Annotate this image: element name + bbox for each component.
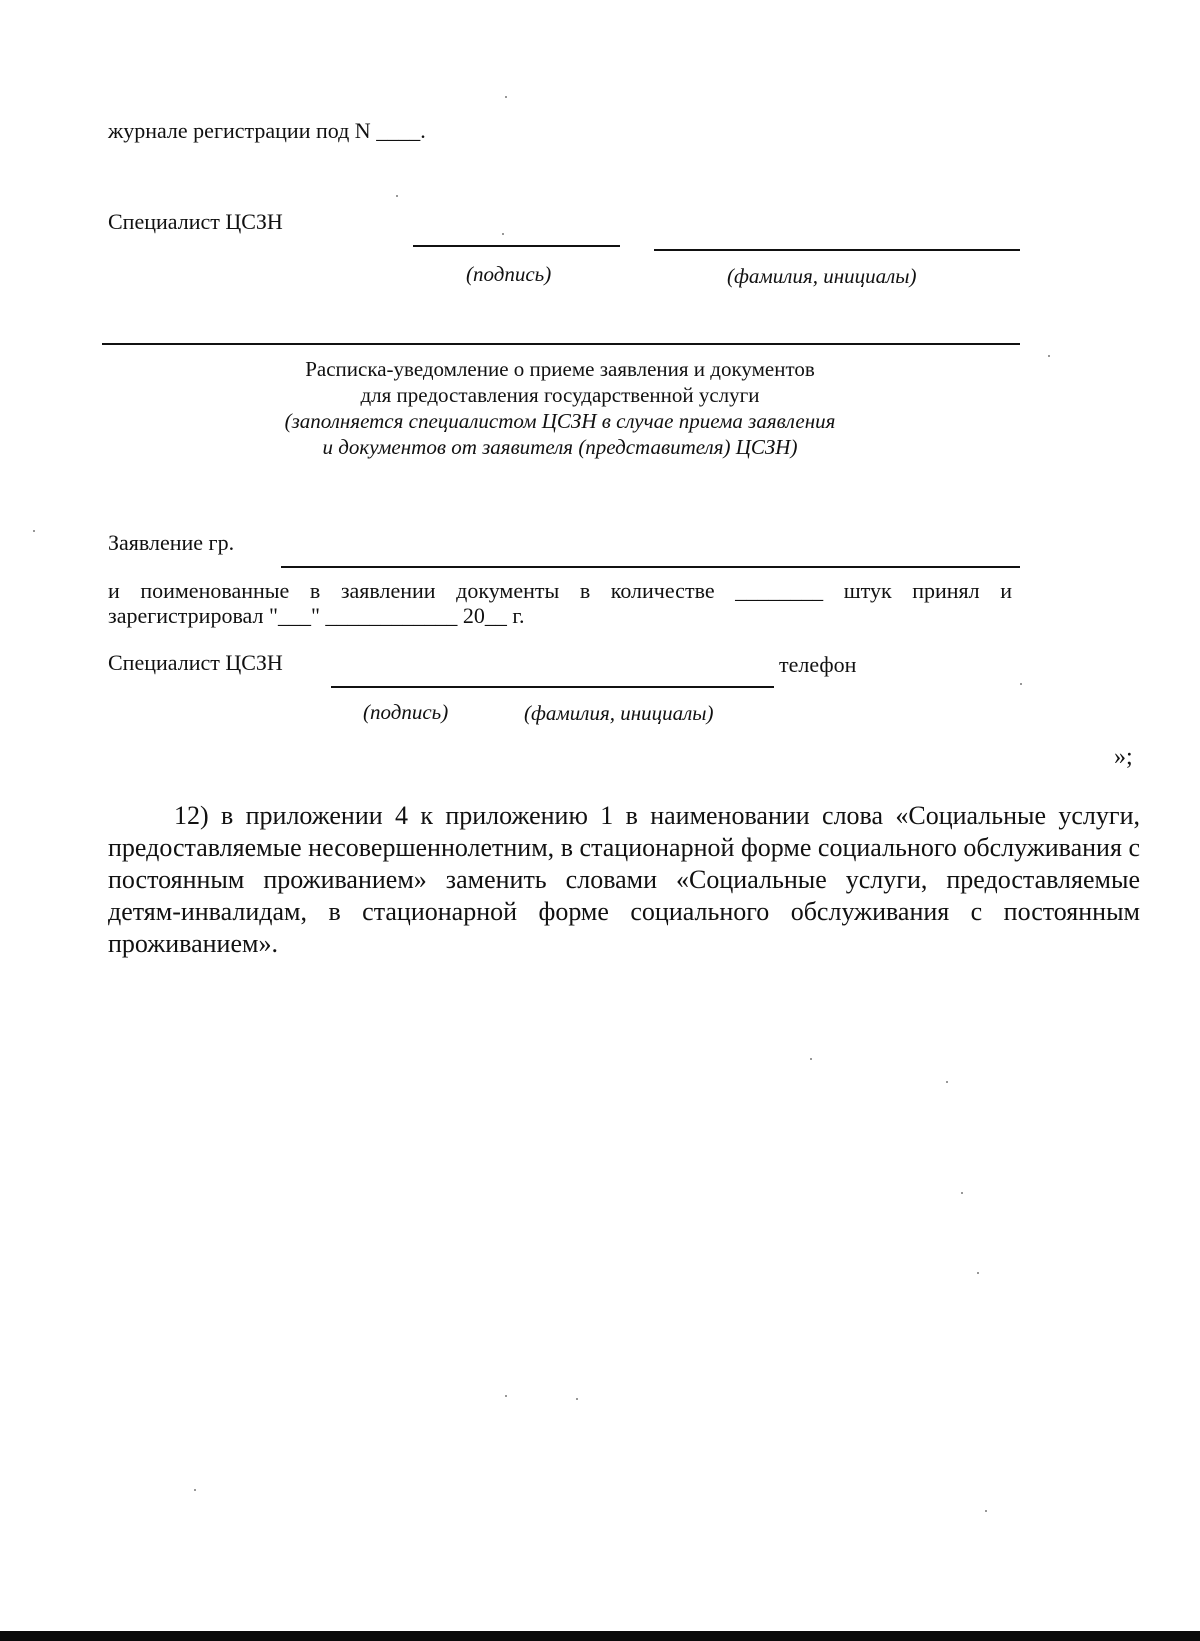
scan-speck xyxy=(576,1398,578,1400)
signature-line xyxy=(413,245,620,247)
phone-label: телефон xyxy=(779,652,857,677)
scan-speck xyxy=(810,1058,812,1060)
specialist-signature-line xyxy=(331,686,774,688)
scan-speck xyxy=(194,1489,196,1491)
scan-speck xyxy=(502,233,504,235)
scan-speck xyxy=(396,195,398,197)
receipt-name-caption: (фамилия, инициалы) xyxy=(524,701,714,725)
receipt-heading xyxy=(100,356,1020,460)
specialist-label: Специалист ЦСЗН xyxy=(108,209,283,234)
scan-bottom-edge xyxy=(0,1631,1200,1641)
applicant-name-line xyxy=(281,566,1020,568)
journal-registration-line: журнале регистрации под N ____. xyxy=(108,118,426,143)
scan-speck xyxy=(977,1272,979,1274)
documents-count-line: и поименованные в заявлении документы в количестве ________ штук принял и xyxy=(108,578,1012,603)
closing-quote: »; xyxy=(1114,744,1133,770)
receipt-note-line-2: и документов от заявителя (представителя) ЦСЗН) xyxy=(322,435,798,459)
scan-speck xyxy=(961,1192,963,1194)
signature-caption: (подпись) xyxy=(466,262,552,286)
registration-date-line: зарегистрировал "___" ____________ 20__ г. xyxy=(108,603,525,628)
specialist-label-receipt: Специалист ЦСЗН xyxy=(108,650,283,675)
scan-speck xyxy=(1048,355,1050,357)
receipt-note-line-1: (заполняется специалистом ЦСЗН в случае приема заявления xyxy=(284,409,836,433)
amendment-paragraph-text: 12) в приложении 4 к приложению 1 в наименовании слова «Социальные услуги, предоставляемые несовершеннолетним, в стационарной форме социального обслуживания с постоянным проживанием» заменить словами «Социальные услуги, предоставляемые детям-инвалидам, в стационарной форме социального обслуживания с постоянным проживанием». xyxy=(108,801,1140,958)
scan-speck xyxy=(946,1081,948,1083)
receipt-signature-caption: (подпись) xyxy=(363,700,449,724)
scan-speck xyxy=(505,1395,507,1397)
scan-speck xyxy=(1020,683,1022,685)
name-line xyxy=(654,249,1020,251)
scan-speck xyxy=(985,1510,987,1512)
receipt-title-line-2: для предоставления государственной услуги xyxy=(360,383,760,407)
amendment-paragraph xyxy=(108,800,1140,960)
scan-speck xyxy=(505,96,507,98)
name-caption: (фамилия, инициалы) xyxy=(727,264,917,288)
application-label: Заявление гр. xyxy=(108,530,235,555)
receipt-title-line-1: Расписка-уведомление о приеме заявления и документов xyxy=(305,357,815,381)
section-divider xyxy=(102,343,1020,345)
scan-speck xyxy=(33,530,35,532)
